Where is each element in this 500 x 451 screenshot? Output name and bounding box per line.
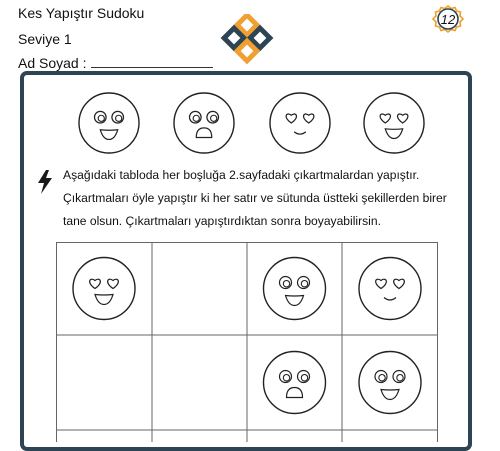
instruction-text — [63, 164, 463, 233]
reference-face-3 — [270, 93, 330, 153]
grid-cell-smiling-face — [359, 352, 421, 414]
grid-cell-heart-eyes-laughing-face — [73, 258, 135, 320]
page-number: 12 — [440, 12, 456, 27]
grid-cell-worried-face — [264, 352, 326, 414]
reference-face-2 — [174, 93, 234, 153]
page-number-badge — [430, 4, 466, 34]
name-label: Ad Soyad : — [18, 55, 87, 71]
reference-face-4 — [364, 93, 424, 153]
instruction-line-1: Aşağıdaki tabloda her boşluğa 2.sayfadaki çıkartmalardan yapıştır. — [63, 168, 420, 182]
instruction-line-2: Çıkartmaları öyle yapıştır ki her satır ve sütunda üstteki şekillerden birer — [63, 191, 447, 205]
lightning-icon — [37, 170, 53, 194]
diamond-logo-icon — [216, 14, 280, 74]
name-underline — [91, 57, 213, 68]
instruction-line-3: tane olsun. Çıkartmaları yapıştırdıktan sonra boyayabilirsin. — [63, 214, 381, 228]
reference-faces-row — [0, 92, 500, 154]
sudoku-grid — [56, 242, 438, 442]
grid-cell-heart-eyes-smirk-face — [359, 258, 421, 320]
name-field — [18, 55, 213, 71]
level-label: Seviye 1 — [18, 31, 72, 47]
reference-face-1 — [79, 93, 139, 153]
worksheet-title: Kes Yapıştır Sudoku — [18, 5, 145, 21]
grid-cell-smiling-face — [264, 258, 326, 320]
